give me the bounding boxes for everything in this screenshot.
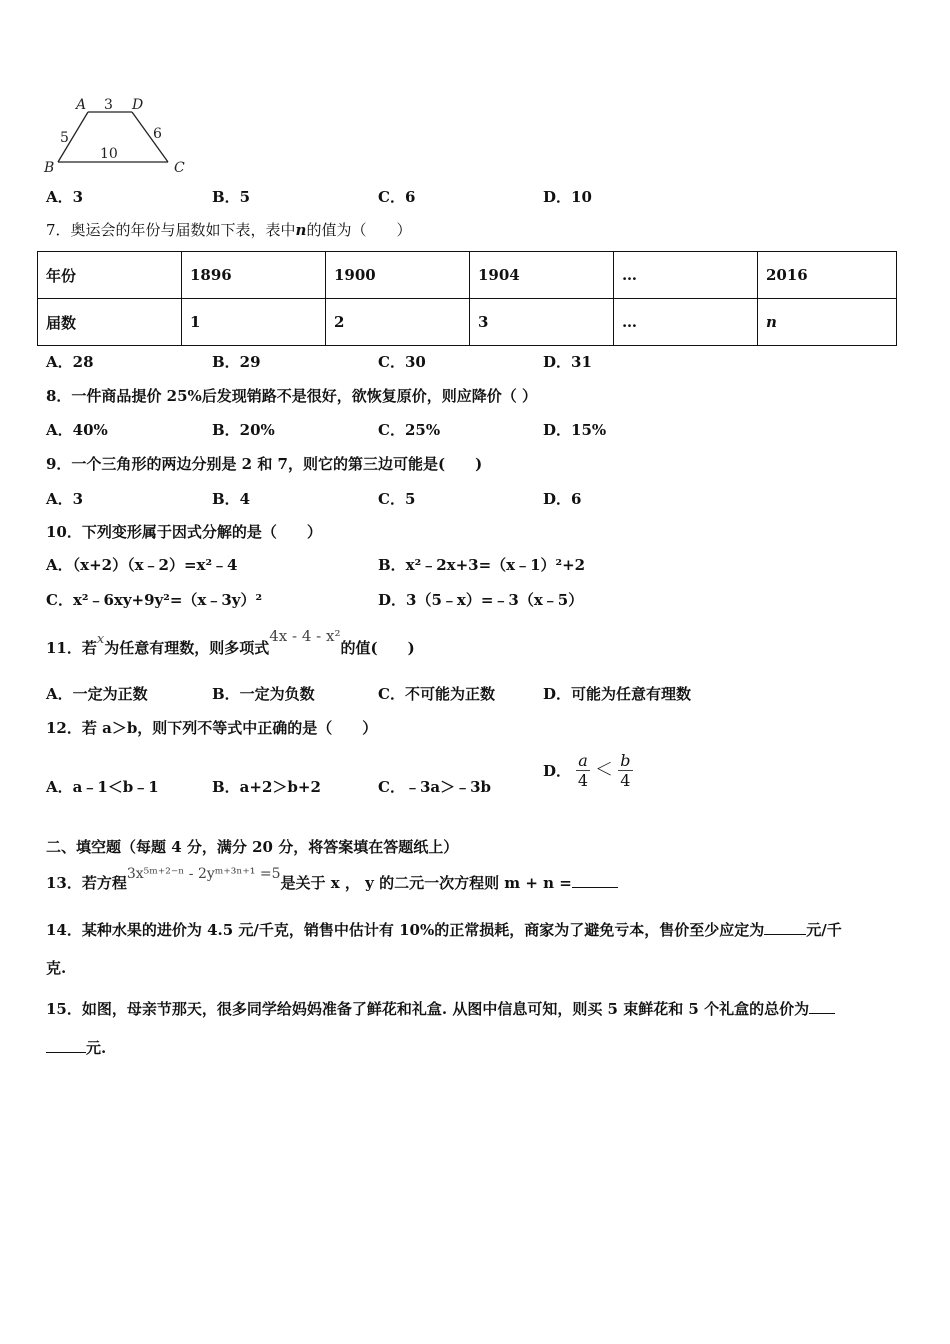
section-heading: 二、填空题（每题 4 分，满分 20 分，将答案填在答题纸上） xyxy=(46,838,459,856)
answer-blank-continued[interactable] xyxy=(46,1052,86,1053)
q12-option-c: C．﹣3a＞﹣3b xyxy=(378,778,492,796)
q7-option-a: A．28 xyxy=(46,353,94,371)
fraction-a-over-4: $\frac{a}{4}$ xyxy=(577,751,589,790)
table-cell: n xyxy=(758,299,897,346)
q10-option-c: C．x²﹣6xy+9y²=（x﹣3y）² xyxy=(46,591,263,609)
q11-option-b: B．一定为负数 xyxy=(212,685,315,703)
q12-option-a: A．a﹣1＜b﹣1 xyxy=(46,778,159,796)
q7-option-b: B．29 xyxy=(212,353,261,371)
q10-option-b: B．x²﹣2x+3=（x﹣1）²+2 xyxy=(378,556,586,574)
q10-option-d: D．3（5﹣x）=﹣3（x﹣5） xyxy=(378,591,584,609)
q9-option-d: D．6 xyxy=(543,490,582,508)
table-cell: 2 xyxy=(326,299,470,346)
q6-option-d: D．10 xyxy=(543,188,592,206)
q9-stem: 9．一个三角形的两边分别是 2 和 7，则它的第三边可能是( ) xyxy=(46,455,483,473)
q8-option-b: B．20% xyxy=(212,421,275,439)
q6-option-c: C．6 xyxy=(378,188,416,206)
q7-option-c: C．30 xyxy=(378,353,426,371)
q9-option-c: C．5 xyxy=(378,490,416,508)
vertex-a-label: A xyxy=(76,97,87,113)
answer-blank[interactable] xyxy=(809,1013,835,1014)
q15-line1: 15．如图，母亲节那天，很多同学给妈妈准备了鲜花和礼盒. 从图中信息可知，则买 5 束鲜花和 5 个礼盒的总价为 xyxy=(46,998,835,1019)
trapezoid-figure xyxy=(40,92,200,180)
q6-option-b: B．5 xyxy=(212,188,251,206)
answer-blank[interactable] xyxy=(572,887,618,888)
q11-option-a: A．一定为正数 xyxy=(46,685,148,703)
length-bc-label: 10 xyxy=(100,146,118,162)
q12-stem: 12．若 a＞b，则下列不等式中正确的是（ ） xyxy=(46,719,378,737)
table-cell: 1 xyxy=(182,299,326,346)
side-dc xyxy=(132,112,168,162)
q8-stem: 8．一件商品提价 25%后发现销路不是很好，欲恢复原价，则应降价（ ） xyxy=(46,387,538,405)
table-cell: 1900 xyxy=(326,252,470,299)
q8-option-a: A．40% xyxy=(46,421,108,439)
q10-stem: 10．下列变形属于因式分解的是（ ） xyxy=(46,523,322,541)
table-cell: 年份 xyxy=(38,252,182,299)
q12-option-d: D． $\frac{a}{4}$ ＜ $\frac{b}{4}$ xyxy=(543,751,631,790)
q15-line2: 元. xyxy=(46,1037,106,1058)
table-cell: … xyxy=(614,252,758,299)
vertex-b-label: B xyxy=(44,160,55,176)
olympics-table xyxy=(37,251,897,346)
q8-option-c: C．25% xyxy=(378,421,441,439)
fraction-b-over-4: $\frac{b}{4}$ xyxy=(620,751,631,790)
table-row xyxy=(38,252,897,299)
q9-option-a: A．3 xyxy=(46,490,84,508)
table-cell: 届数 xyxy=(38,299,182,346)
table-cell: 1904 xyxy=(470,252,614,299)
q11-option-d: D．可能为任意有理数 xyxy=(543,685,692,703)
table-cell: … xyxy=(614,299,758,346)
q11-stem: 11．若x为任意有理数，则多项式4x - 4 - x²的值( ) xyxy=(46,627,415,657)
table-cell: 3 xyxy=(470,299,614,346)
vertex-c-label: C xyxy=(174,160,185,176)
q7-stem: 7．奥运会的年份与届数如下表，表中n的值为（ ） xyxy=(46,221,412,239)
table-cell: 1896 xyxy=(182,252,326,299)
q14-line1: 14．某种水果的进价为 4.5 元/千克，销售中估计有 10%的正常损耗，商家为了避免亏本，售价至少应定为 元/千 xyxy=(46,921,842,939)
q13-stem: 13．若方程3x⁵ᵐ⁺²⁻ⁿ - 2yᵐ⁺³ⁿ⁺¹ =5是关于 x ， y 的二元一次方程则 m + n = xyxy=(46,872,618,893)
table-cell: 2016 xyxy=(758,252,897,299)
q9-option-b: B．4 xyxy=(212,490,251,508)
q10-option-a: A．（x+2）（x﹣2）=x²﹣4 xyxy=(46,556,238,574)
vertex-d-label: D xyxy=(132,97,144,113)
q12-option-b: B．a+2＞b+2 xyxy=(212,778,321,796)
q6-option-a: A．3 xyxy=(46,188,84,206)
q11-option-c: C．不可能为正数 xyxy=(378,685,495,703)
answer-blank[interactable] xyxy=(764,934,806,935)
length-ab-label: 5 xyxy=(60,130,69,146)
polynomial: 4x - 4 - x² xyxy=(269,627,341,645)
q8-option-d: D．15% xyxy=(543,421,607,439)
table-row xyxy=(38,299,897,346)
length-dc-label: 6 xyxy=(153,126,162,142)
equation: 3x⁵ᵐ⁺²⁻ⁿ - 2yᵐ⁺³ⁿ⁺¹ =5 xyxy=(126,866,281,882)
variable-x: x xyxy=(96,632,105,647)
q14-line2: 克. xyxy=(46,959,67,977)
q7-option-d: D．31 xyxy=(543,353,592,371)
length-ad-label: 3 xyxy=(104,97,113,113)
